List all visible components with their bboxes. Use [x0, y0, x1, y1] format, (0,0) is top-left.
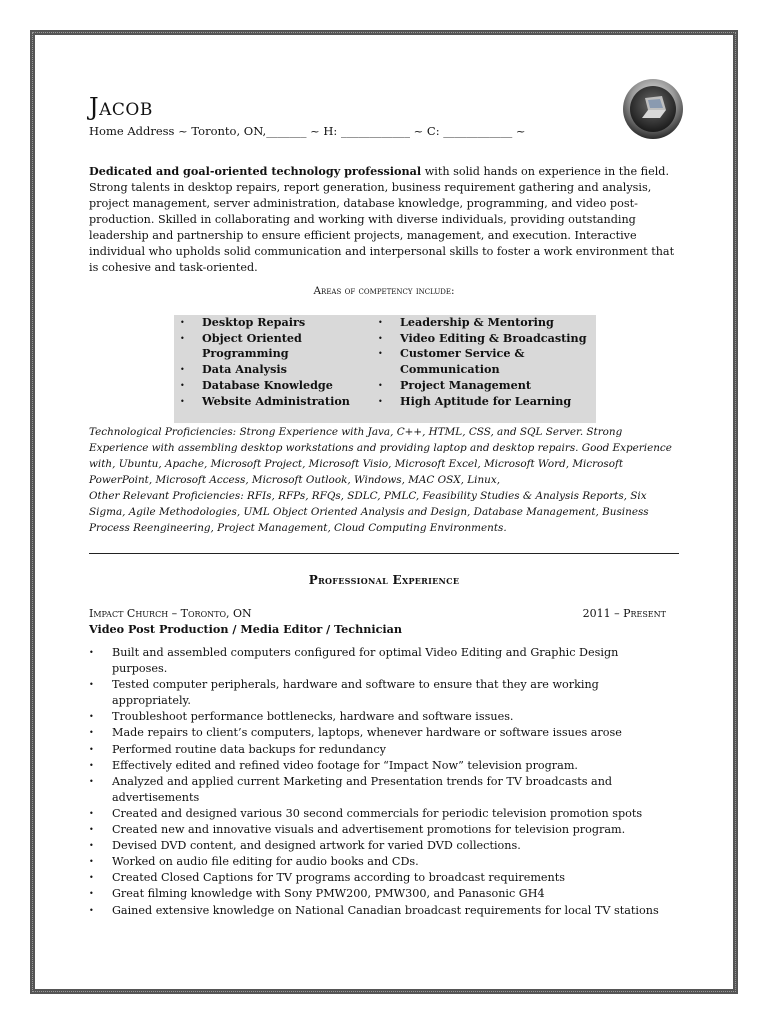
- competency-item: • High Aptitude for Learning: [378, 394, 590, 410]
- competency-item: • Data Analysis: [180, 362, 368, 378]
- duty-item: • Great filming knowledge with Sony PMW200, PMW300, and Panasonic GH4: [89, 886, 675, 902]
- candidate-name: Jacob: [89, 93, 153, 121]
- competency-item: • Website Administration: [180, 394, 368, 410]
- competency-item: • Customer Service & Communication: [378, 346, 590, 377]
- competency-list-left: [180, 315, 368, 409]
- duty-item: • Devised DVD content, and designed artwork for varied DVD collections.: [89, 838, 675, 854]
- competency-list-right: [378, 315, 590, 409]
- other-proficiencies: Other Relevant Proficiencies: RFIs, RFPs, RFQs, SDLC, PMLC, Feasibility Studies & Analysis Reports, Six Sigma, Agile Methodologies, UML Object Oriented Analysis and Design, Database Management, Business Process Reengineering, Project Management, Cloud Computing Environments.: [89, 490, 649, 534]
- competency-heading: Areas of competency include:: [313, 285, 455, 297]
- duty-item: • Worked on audio file editing for audio books and CDs.: [89, 854, 675, 870]
- competency-item: • Video Editing & Broadcasting: [378, 331, 590, 347]
- duty-item: • Created new and innovative visuals and advertisement promotions for television program.: [89, 822, 675, 838]
- competency-item: • Project Management: [378, 378, 590, 394]
- section-divider: [89, 553, 679, 554]
- laptop-badge-icon: [622, 78, 684, 140]
- proficiencies-block: [89, 424, 679, 536]
- duty-item: • Gained extensive knowledge on National Canadian broadcast requirements for local TV stations: [89, 903, 675, 919]
- duty-item: • Troubleshoot performance bottlenecks, hardware and software issues.: [89, 709, 675, 725]
- competency-item: • Object Oriented Programming: [180, 331, 368, 362]
- competency-item: • Desktop Repairs: [180, 315, 368, 331]
- professional-summary: [89, 163, 675, 276]
- duty-item: • Created and designed various 30 second commercials for periodic television promotion spots: [89, 806, 675, 822]
- duty-item: • Performed routine data backups for redundancy: [89, 742, 675, 758]
- duties-list: [89, 645, 675, 919]
- job-title: Video Post Production / Media Editor / Technician: [89, 622, 403, 636]
- competency-box: [174, 315, 596, 423]
- duty-item: • Created Closed Captions for TV programs according to broadcast requirements: [89, 870, 675, 886]
- summary-lead: Dedicated and goal-oriented technology professional: [89, 164, 422, 178]
- competency-item: • Leadership & Mentoring: [378, 315, 590, 331]
- duty-item: • Effectively edited and refined video footage for “Impact Now” television program.: [89, 758, 675, 774]
- employer-name: Impact Church – Toronto, ON: [89, 607, 252, 620]
- duty-item: • Made repairs to client’s computers, laptops, whenever hardware or software issues arose: [89, 725, 675, 741]
- summary-body: with solid hands on experience in the field. Strong talents in desktop repairs, report generation, business requirement gathering and analysis, project management, server administration, database knowledge, programming, and video post-production. Skilled in collaborating and working with diverse individuals, providing outstanding leadership and partnership to ensure efficient projects, management, and execution. Interactive individual who upholds solid communication and interpersonal skills to foster a work environment that is cohesive and task-oriented.: [89, 165, 675, 274]
- duty-item: • Tested computer peripherals, hardware and software to ensure that they are working appropriately.: [89, 677, 675, 709]
- employment-dates: 2011 – Present: [582, 607, 666, 620]
- address-line: Home Address ~ Toronto, ON,_______ ~ H: ____________ ~ C: ____________ ~: [89, 124, 526, 138]
- competency-item: • Database Knowledge: [180, 378, 368, 394]
- duty-item: • Built and assembled computers configured for optimal Video Editing and Graphic Design purposes.: [89, 645, 675, 677]
- technological-proficiencies: Technological Proficiencies: Strong Experience with Java, C++, HTML, CSS, and SQL Server. Strong Experience with assembling desktop workstations and providing laptop and desktop repairs. Good Experience with, Ubuntu, Apache, Microsoft Project, Microsoft Visio, Microsoft Excel, Microsoft Word, Microsoft PowerPoint, Microsoft Access, Microsoft Outlook, Windows, MAC OSX, Linux,: [89, 426, 672, 486]
- experience-heading: Professional Experience: [308, 573, 460, 587]
- duty-item: • Analyzed and applied current Marketing and Presentation trends for TV broadcasts and advertisements: [89, 774, 675, 806]
